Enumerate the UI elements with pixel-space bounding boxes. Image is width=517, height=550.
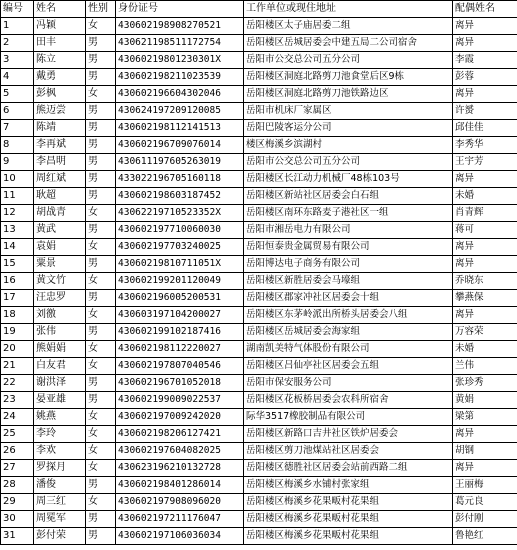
cell-spouse: 蒋可	[453, 222, 517, 239]
table-row	[1, 86, 517, 103]
cell-no: 31	[1, 528, 34, 545]
cell-no: 3	[1, 52, 34, 69]
table-row	[1, 188, 517, 205]
cell-sex: 女	[86, 460, 116, 477]
cell-no: 17	[1, 290, 34, 307]
header-no: 编号	[1, 1, 34, 18]
cell-spouse: 李秀华	[453, 137, 517, 154]
cell-spouse: 王丽梅	[453, 477, 517, 494]
cell-spouse: 黄娟	[453, 392, 517, 409]
cell-sex: 男	[86, 137, 116, 154]
cell-no: 19	[1, 324, 34, 341]
table-row	[1, 375, 517, 392]
cell-id-number: 430602199102187416	[116, 324, 244, 341]
cell-sex: 女	[86, 443, 116, 460]
cell-spouse: 乔晓东	[453, 273, 517, 290]
cell-no: 21	[1, 358, 34, 375]
table-row	[1, 426, 517, 443]
cell-spouse: 胡钢	[453, 443, 517, 460]
cell-id-number: 430602196604302046	[116, 86, 244, 103]
cell-spouse: 万容荣	[453, 324, 517, 341]
cell-id-number: 430602197009242020	[116, 409, 244, 426]
table-row	[1, 341, 517, 358]
cell-no: 27	[1, 460, 34, 477]
table-row	[1, 392, 517, 409]
cell-sex: 男	[86, 188, 116, 205]
cell-no: 4	[1, 69, 34, 86]
table-row	[1, 52, 517, 69]
cell-name: 李玲	[34, 426, 86, 443]
cell-name: 胡战青	[34, 205, 86, 222]
cell-no: 8	[1, 137, 34, 154]
cell-name: 晏亚雄	[34, 392, 86, 409]
cell-sex: 男	[86, 528, 116, 545]
header-sex: 性别	[86, 1, 116, 18]
cell-name: 周红斌	[34, 171, 86, 188]
cell-spouse: 肖青辉	[453, 205, 517, 222]
cell-id-number: 433022196705160118	[116, 171, 244, 188]
cell-address: 岳阳市湘岳电力有限公司	[244, 222, 453, 239]
table-row	[1, 324, 517, 341]
cell-sex: 女	[86, 494, 116, 511]
cell-no: 13	[1, 222, 34, 239]
cell-sex: 男	[86, 290, 116, 307]
table-row	[1, 120, 517, 137]
cell-name: 李再斌	[34, 137, 86, 154]
cell-id-number: 430602197908096020	[116, 494, 244, 511]
table-row	[1, 460, 517, 477]
table-row	[1, 239, 517, 256]
table-row	[1, 103, 517, 120]
cell-no: 9	[1, 154, 34, 171]
cell-spouse: 攀燕保	[453, 290, 517, 307]
cell-id-number: 43060219801230301X	[116, 52, 244, 69]
cell-address: 岳阳楼区洞庭北路剪刀池铁路边区	[244, 86, 453, 103]
table-row	[1, 307, 517, 324]
cell-spouse: 葛元良	[453, 494, 517, 511]
cell-no: 14	[1, 239, 34, 256]
cell-sex: 男	[86, 103, 116, 120]
cell-name: 彭付荣	[34, 528, 86, 545]
cell-address: 岳阳楼区长江动力机械厂48栋103号	[244, 171, 453, 188]
cell-address: 岳阳恒泰贵金属贸易有限公司	[244, 239, 453, 256]
cell-no: 30	[1, 511, 34, 528]
cell-spouse: 许赟	[453, 103, 517, 120]
cell-spouse: 离异	[453, 86, 517, 103]
cell-sex: 女	[86, 273, 116, 290]
cell-address: 岳阳楼区梅溪乡花果畈村花果组	[244, 511, 453, 528]
table-row	[1, 69, 517, 86]
cell-spouse: 离异	[453, 256, 517, 273]
cell-spouse: 离异	[453, 18, 517, 35]
cell-spouse: 离异	[453, 35, 517, 52]
cell-sex: 男	[86, 154, 116, 171]
cell-no: 12	[1, 205, 34, 222]
cell-address: 岳阳楼区南环东路麦子港社区一组	[244, 205, 453, 222]
cell-address: 岳阳楼区花板桥居委会农科所宿舍	[244, 392, 453, 409]
cell-id-number: 430602197703240025	[116, 239, 244, 256]
table-row	[1, 511, 517, 528]
cell-spouse: 梁第	[453, 409, 517, 426]
cell-sex: 女	[86, 239, 116, 256]
cell-spouse: 鲁艳红	[453, 528, 517, 545]
cell-name: 李昌明	[34, 154, 86, 171]
cell-address: 岳阳楼区郡家冲社区居委会十组	[244, 290, 453, 307]
table-body	[1, 18, 517, 545]
cell-sex: 男	[86, 256, 116, 273]
cell-no: 16	[1, 273, 34, 290]
cell-id-number: 430602196005200531	[116, 290, 244, 307]
cell-address: 岳阳市保安服务公司	[244, 375, 453, 392]
cell-name: 黄文竹	[34, 273, 86, 290]
cell-name: 刘徼	[34, 307, 86, 324]
cell-id-number: 430602198112141513	[116, 120, 244, 137]
cell-sex: 男	[86, 52, 116, 69]
cell-no: 6	[1, 103, 34, 120]
cell-no: 11	[1, 188, 34, 205]
cell-name: 周冕军	[34, 511, 86, 528]
cell-address: 岳阳楼区梅溪乡花果畈村花果组	[244, 528, 453, 545]
cell-address: 岳阳市公交总公司五分公司	[244, 154, 453, 171]
cell-sex: 男	[86, 120, 116, 137]
cell-no: 5	[1, 86, 34, 103]
cell-spouse: 未婚	[453, 188, 517, 205]
cell-name: 潘俊	[34, 477, 86, 494]
cell-no: 15	[1, 256, 34, 273]
cell-sex: 男	[86, 511, 116, 528]
cell-id-number: 430602196709076014	[116, 137, 244, 154]
cell-spouse: 离异	[453, 239, 517, 256]
cell-spouse: 离异	[453, 426, 517, 443]
cell-sex: 女	[86, 205, 116, 222]
cell-no: 2	[1, 35, 34, 52]
cell-address: 岳阳楼区梅溪乡花果畈村花果组	[244, 494, 453, 511]
table-row	[1, 443, 517, 460]
cell-name: 罗探月	[34, 460, 86, 477]
table-row	[1, 171, 517, 188]
cell-name: 姚燕	[34, 409, 86, 426]
table-row	[1, 137, 517, 154]
cell-id-number: 430602199009022537	[116, 392, 244, 409]
cell-id-number: 430602198112220027	[116, 341, 244, 358]
cell-address: 岳阳市机床厂家属区	[244, 103, 453, 120]
cell-sex: 男	[86, 35, 116, 52]
cell-name: 戴勇	[34, 69, 86, 86]
cell-no: 1	[1, 18, 34, 35]
table-row	[1, 494, 517, 511]
cell-address: 岳阳楼区新路口吉井社区铁炉居委会	[244, 426, 453, 443]
cell-sex: 女	[86, 358, 116, 375]
cell-no: 25	[1, 426, 34, 443]
table-row	[1, 35, 517, 52]
table-row	[1, 205, 517, 222]
cell-spouse: 离异	[453, 460, 517, 477]
cell-address: 岳阳巴陵客运分公司	[244, 120, 453, 137]
header-name: 姓名	[34, 1, 86, 18]
cell-no: 20	[1, 341, 34, 358]
cell-id-number: 430603197104200027	[116, 307, 244, 324]
table-row	[1, 528, 517, 545]
header-id-number: 身份证号	[116, 1, 244, 18]
cell-name: 冯颖	[34, 18, 86, 35]
cell-id-number: 430602196701052018	[116, 375, 244, 392]
cell-no: 28	[1, 477, 34, 494]
table-row	[1, 273, 517, 290]
cell-address: 岳阳楼区太子庙居委二组	[244, 18, 453, 35]
cell-sex: 女	[86, 341, 116, 358]
cell-address: 岳阳楼区洞庭北路剪刀池食堂后区9栋	[244, 69, 453, 86]
cell-address: 岳阳楼区新胜居委会马壕组	[244, 273, 453, 290]
cell-id-number: 430602197106036034	[116, 528, 244, 545]
cell-id-number: 430602197211176047	[116, 511, 244, 528]
table-row	[1, 409, 517, 426]
cell-address: 岳阳楼区剪刀池煤站社区居委会	[244, 443, 453, 460]
cell-no: 22	[1, 375, 34, 392]
cell-address: 岳阳楼区岳城居委会海家组	[244, 324, 453, 341]
cell-id-number: 430602198908270521	[116, 18, 244, 35]
cell-name: 袁娟	[34, 239, 86, 256]
cell-id-number: 430602199201120049	[116, 273, 244, 290]
cell-id-number: 430602198211023539	[116, 69, 244, 86]
cell-address: 楼区梅溪乡滨湖村	[244, 137, 453, 154]
cell-address: 岳阳楼区岳城居委会中建五局二公司宿舍	[244, 35, 453, 52]
cell-name: 周三红	[34, 494, 86, 511]
cell-spouse: 王宇芳	[453, 154, 517, 171]
cell-no: 10	[1, 171, 34, 188]
cell-name: 熊迈尝	[34, 103, 86, 120]
cell-sex: 女	[86, 409, 116, 426]
cell-name: 粟景	[34, 256, 86, 273]
cell-spouse: 离异	[453, 171, 517, 188]
cell-sex: 女	[86, 426, 116, 443]
cell-name: 熊娟娟	[34, 341, 86, 358]
cell-id-number: 430621198511172754	[116, 35, 244, 52]
cell-name: 彭枫	[34, 86, 86, 103]
cell-spouse: 离异	[453, 307, 517, 324]
cell-name: 谢洪泽	[34, 375, 86, 392]
header-row	[1, 1, 517, 18]
cell-id-number: 430602197807040546	[116, 358, 244, 375]
cell-id-number: 430602198401286014	[116, 477, 244, 494]
cell-sex: 男	[86, 69, 116, 86]
cell-id-number: 430602197710060030	[116, 222, 244, 239]
cell-sex: 男	[86, 392, 116, 409]
header-address: 工作单位或现住地址	[244, 1, 453, 18]
cell-spouse: 李霞	[453, 52, 517, 69]
cell-id-number: 43062219710523352X	[116, 205, 244, 222]
cell-no: 23	[1, 392, 34, 409]
cell-address: 岳阳楼区吕仙亭社区居委会五组	[244, 358, 453, 375]
cell-spouse: 兰伟	[453, 358, 517, 375]
cell-sex: 男	[86, 222, 116, 239]
table-row	[1, 256, 517, 273]
cell-address: 岳阳市公交总公司五分公司	[244, 52, 453, 69]
cell-name: 陈靖	[34, 120, 86, 137]
cell-name: 陈立	[34, 52, 86, 69]
cell-name: 白友君	[34, 358, 86, 375]
cell-id-number: 43060219810711051X	[116, 256, 244, 273]
cell-no: 18	[1, 307, 34, 324]
cell-spouse: 未婚	[453, 341, 517, 358]
cell-sex: 女	[86, 18, 116, 35]
table-row	[1, 358, 517, 375]
cell-no: 26	[1, 443, 34, 460]
cell-spouse: 张珍秀	[453, 375, 517, 392]
cell-address: 岳阳楼区梅溪乡水铺村张家组	[244, 477, 453, 494]
cell-name: 李欢	[34, 443, 86, 460]
header-spouse: 配偶姓名	[453, 1, 517, 18]
table-row	[1, 477, 517, 494]
cell-sex: 男	[86, 477, 116, 494]
cell-id-number: 430602198603187452	[116, 188, 244, 205]
cell-no: 24	[1, 409, 34, 426]
table-row	[1, 222, 517, 239]
cell-address: 湖南凯美特气体股份有限公司	[244, 341, 453, 358]
cell-sex: 男	[86, 324, 116, 341]
table-row	[1, 18, 517, 35]
cell-sex: 女	[86, 86, 116, 103]
cell-spouse: 彭蓉	[453, 69, 517, 86]
cell-sex: 男	[86, 171, 116, 188]
cell-name: 汪忠罗	[34, 290, 86, 307]
table-row	[1, 154, 517, 171]
cell-id-number: 430611197605263019	[116, 154, 244, 171]
cell-address: 岳阳博达电子商务有限公司	[244, 256, 453, 273]
cell-name: 黄武	[34, 222, 86, 239]
cell-spouse: 彭付刚	[453, 511, 517, 528]
cell-id-number: 430623196210132728	[116, 460, 244, 477]
cell-address: 岳阳楼区新站社区居委会白石组	[244, 188, 453, 205]
cell-id-number: 430624197209120085	[116, 103, 244, 120]
cell-no: 29	[1, 494, 34, 511]
cell-spouse: 邱佳佳	[453, 120, 517, 137]
cell-id-number: 430602197604082025	[116, 443, 244, 460]
cell-name: 张伟	[34, 324, 86, 341]
cell-address: 岳阳楼区德胜社区居委会站前西路二组	[244, 460, 453, 477]
table-row	[1, 290, 517, 307]
cell-name: 耿超	[34, 188, 86, 205]
cell-sex: 女	[86, 307, 116, 324]
cell-address: 际华3517橡胶制品有限公司	[244, 409, 453, 426]
cell-address: 岳阳楼区东茅岭派出所桥头居委会八组	[244, 307, 453, 324]
cell-sex: 男	[86, 375, 116, 392]
cell-name: 田丰	[34, 35, 86, 52]
cell-id-number: 430602198206127421	[116, 426, 244, 443]
cell-no: 7	[1, 120, 34, 137]
